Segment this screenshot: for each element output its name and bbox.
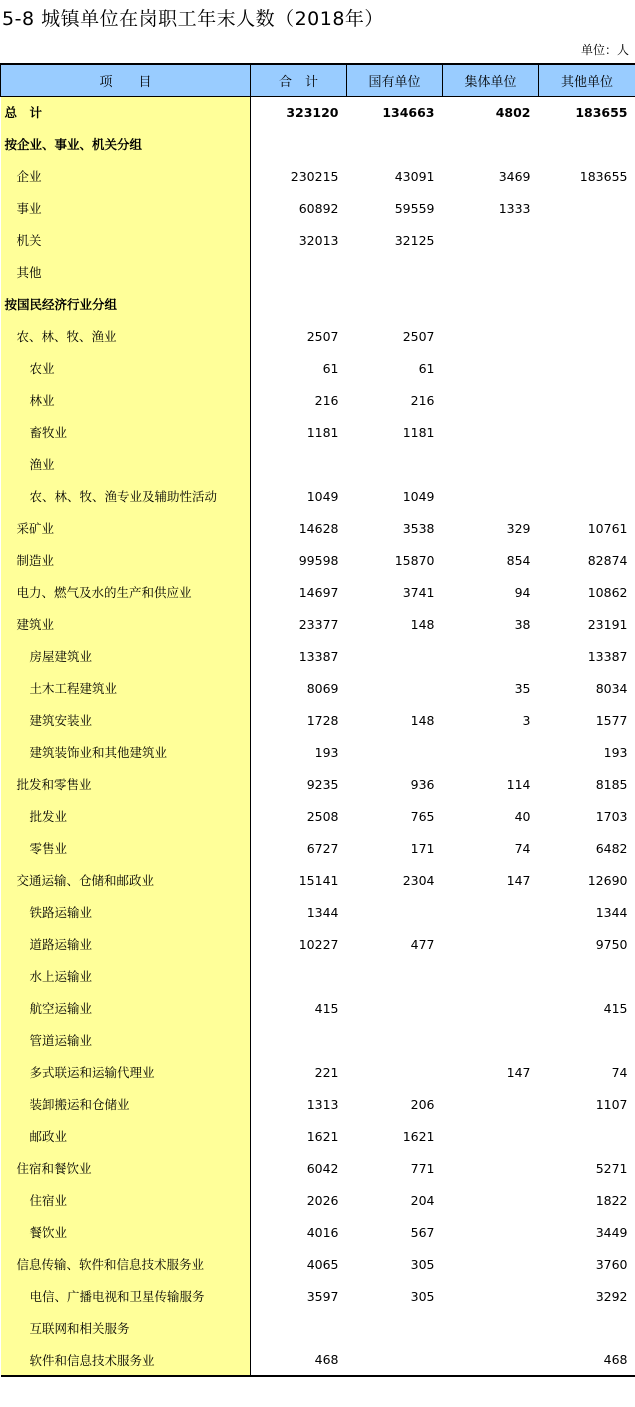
- table-row: [1, 352, 635, 384]
- other-cell: 193: [603, 744, 628, 760]
- table-row: [1, 192, 635, 224]
- collective-cell: [443, 480, 539, 512]
- other-cell: [539, 448, 635, 480]
- row-label: 多式联运和运输代理业: [1, 1056, 251, 1088]
- state-owned-cell: 32125: [394, 232, 435, 248]
- other-cell: 1822: [595, 1192, 628, 1208]
- total-cell: 1313: [306, 1096, 339, 1112]
- row-label: 零售业: [1, 832, 251, 864]
- row-label: 农、林、牧、渔业: [1, 320, 251, 352]
- table-row: [1, 480, 635, 512]
- collective-cell: [443, 352, 539, 384]
- row-label: 建筑安装业: [1, 704, 251, 736]
- collective-cell: [443, 1152, 539, 1184]
- table-row: [1, 992, 635, 1024]
- state-owned-cell: [347, 896, 443, 928]
- row-label: 软件和信息技术服务业: [1, 1344, 251, 1376]
- state-owned-cell: 3741: [402, 584, 435, 600]
- other-cell: [539, 224, 635, 256]
- other-cell: 10761: [587, 520, 628, 536]
- state-owned-cell: [347, 1344, 443, 1376]
- total-cell: 4016: [306, 1224, 339, 1240]
- state-owned-cell: 15870: [394, 552, 435, 568]
- state-owned-cell: 1621: [402, 1128, 435, 1144]
- collective-cell: 40: [514, 808, 531, 824]
- state-owned-cell: [347, 672, 443, 704]
- row-label: 批发和零售业: [1, 768, 251, 800]
- total-cell: [251, 1312, 347, 1344]
- other-cell: 1703: [595, 808, 628, 824]
- state-owned-cell: 3538: [402, 520, 435, 536]
- table-row: [1, 1056, 635, 1088]
- table-row: [1, 896, 635, 928]
- total-cell: 193: [314, 744, 339, 760]
- collective-cell: [443, 1184, 539, 1216]
- other-cell: 415: [603, 1000, 628, 1016]
- total-cell: 32013: [298, 232, 339, 248]
- header-other: 其他单位: [539, 64, 635, 96]
- header-row: [1, 64, 635, 96]
- collective-cell: [443, 288, 539, 320]
- row-label: 建筑装饰业和其他建筑业: [1, 736, 251, 768]
- row-label: 总 计: [1, 96, 251, 128]
- total-cell: 3597: [306, 1288, 339, 1304]
- collective-cell: [443, 384, 539, 416]
- total-cell: [251, 1024, 347, 1056]
- state-owned-cell: 61: [418, 360, 435, 376]
- row-label: 住宿和餐饮业: [1, 1152, 251, 1184]
- table-row: [1, 416, 635, 448]
- row-label: 道路运输业: [1, 928, 251, 960]
- total-cell: 23377: [298, 616, 339, 632]
- row-label: 畜牧业: [1, 416, 251, 448]
- collective-cell: 1333: [498, 200, 531, 216]
- row-label: 建筑业: [1, 608, 251, 640]
- row-label: 土木工程建筑业: [1, 672, 251, 704]
- total-cell: [251, 288, 347, 320]
- state-owned-cell: 43091: [394, 168, 435, 184]
- row-label: 信息传输、软件和信息技术服务业: [1, 1248, 251, 1280]
- table-row: [1, 96, 635, 128]
- table-row: [1, 288, 635, 320]
- row-label: 交通运输、仓储和邮政业: [1, 864, 251, 896]
- other-cell: [539, 288, 635, 320]
- collective-cell: [443, 448, 539, 480]
- collective-cell: [443, 1120, 539, 1152]
- total-cell: [251, 256, 347, 288]
- total-cell: 6042: [306, 1160, 339, 1176]
- other-cell: [539, 1024, 635, 1056]
- collective-cell: 4802: [495, 104, 531, 120]
- state-owned-cell: [347, 736, 443, 768]
- total-cell: 1181: [306, 424, 339, 440]
- row-label: 餐饮业: [1, 1216, 251, 1248]
- state-owned-cell: 305: [410, 1256, 435, 1272]
- table-body: [1, 96, 635, 1376]
- row-label: 电信、广播电视和卫星传输服务: [1, 1280, 251, 1312]
- table-row: [1, 1248, 635, 1280]
- state-owned-cell: 206: [410, 1096, 435, 1112]
- total-cell: 415: [314, 1000, 339, 1016]
- state-owned-cell: 1049: [402, 488, 435, 504]
- table-row: [1, 1024, 635, 1056]
- other-cell: [539, 1120, 635, 1152]
- table-row: [1, 544, 635, 576]
- collective-cell: [443, 736, 539, 768]
- other-cell: 5271: [595, 1160, 628, 1176]
- collective-cell: 854: [506, 552, 531, 568]
- row-label: 按国民经济行业分组: [1, 288, 251, 320]
- row-label: 装卸搬运和仓储业: [1, 1088, 251, 1120]
- state-owned-cell: [347, 1312, 443, 1344]
- table-header: [1, 64, 635, 96]
- table-row: [1, 1344, 635, 1376]
- row-label: 企业: [1, 160, 251, 192]
- table-row: [1, 832, 635, 864]
- state-owned-cell: [347, 1024, 443, 1056]
- total-cell: 230215: [290, 168, 339, 184]
- state-owned-cell: 936: [410, 776, 435, 792]
- table-row: [1, 928, 635, 960]
- collective-cell: [443, 416, 539, 448]
- collective-cell: [443, 1024, 539, 1056]
- table-row: [1, 1312, 635, 1344]
- row-label: 按企业、事业、机关分组: [1, 128, 251, 160]
- total-cell: 468: [251, 1344, 347, 1376]
- collective-cell: [443, 1088, 539, 1120]
- collective-cell: 3469: [498, 168, 531, 184]
- other-cell: 468: [539, 1344, 635, 1376]
- other-cell: [539, 384, 635, 416]
- other-cell: 13387: [587, 648, 628, 664]
- table-row: [1, 512, 635, 544]
- state-owned-cell: [347, 960, 443, 992]
- state-owned-cell: 2507: [402, 328, 435, 344]
- total-cell: 14697: [298, 584, 339, 600]
- total-cell: 2508: [306, 808, 339, 824]
- table-row: [1, 800, 635, 832]
- row-label: 批发业: [1, 800, 251, 832]
- collective-cell: [443, 896, 539, 928]
- collective-cell: [443, 640, 539, 672]
- state-owned-cell: [347, 1056, 443, 1088]
- state-owned-cell: 148: [410, 616, 435, 632]
- collective-cell: [443, 960, 539, 992]
- collective-cell: 38: [514, 616, 531, 632]
- state-owned-cell: 204: [410, 1192, 435, 1208]
- other-cell: [539, 416, 635, 448]
- table-row: [1, 960, 635, 992]
- row-label: 电力、燃气及水的生产和供应业: [1, 576, 251, 608]
- state-owned-cell: 2304: [402, 872, 435, 888]
- table-row: [1, 1184, 635, 1216]
- row-label: 邮政业: [1, 1120, 251, 1152]
- state-owned-cell: [347, 256, 443, 288]
- header-collective: 集体单位: [443, 64, 539, 96]
- row-label: 林业: [1, 384, 251, 416]
- other-cell: 8185: [595, 776, 628, 792]
- state-owned-cell: 771: [410, 1160, 435, 1176]
- collective-cell: [443, 224, 539, 256]
- table-row: [1, 224, 635, 256]
- other-cell: 23191: [587, 616, 628, 632]
- state-owned-cell: 148: [410, 712, 435, 728]
- state-owned-cell: 567: [410, 1224, 435, 1240]
- total-cell: 221: [314, 1064, 339, 1080]
- other-cell: 3292: [595, 1288, 628, 1304]
- other-cell: 6482: [595, 840, 628, 856]
- state-owned-cell: 134663: [382, 104, 435, 120]
- header-item: 项 目: [1, 64, 251, 96]
- table-row: [1, 1280, 635, 1312]
- row-label: 互联网和相关服务: [1, 1312, 251, 1344]
- other-cell: 1344: [595, 904, 628, 920]
- other-cell: 74: [611, 1064, 628, 1080]
- collective-cell: [443, 320, 539, 352]
- row-label: 航空运输业: [1, 992, 251, 1024]
- collective-cell: 147: [506, 1064, 531, 1080]
- other-cell: [539, 480, 635, 512]
- other-cell: 12690: [587, 872, 628, 888]
- state-owned-cell: 1181: [402, 424, 435, 440]
- row-label: 其他: [1, 256, 251, 288]
- other-cell: 3449: [595, 1224, 628, 1240]
- total-cell: 323120: [286, 104, 339, 120]
- row-label: 水上运输业: [1, 960, 251, 992]
- other-cell: [539, 352, 635, 384]
- collective-cell: 329: [506, 520, 531, 536]
- total-cell: 2026: [306, 1192, 339, 1208]
- data-table: [0, 63, 635, 1377]
- other-cell: 1107: [595, 1096, 628, 1112]
- state-owned-cell: [347, 992, 443, 1024]
- other-cell: 10862: [587, 584, 628, 600]
- table-row: [1, 608, 635, 640]
- header-state-owned: 国有单位: [347, 64, 443, 96]
- collective-cell: [443, 928, 539, 960]
- other-cell: [539, 256, 635, 288]
- table-row: [1, 768, 635, 800]
- table-row: [1, 160, 635, 192]
- table-row: [1, 1120, 635, 1152]
- state-owned-cell: [347, 288, 443, 320]
- state-owned-cell: 171: [410, 840, 435, 856]
- other-cell: [539, 1312, 635, 1344]
- total-cell: [251, 960, 347, 992]
- other-cell: [539, 192, 635, 224]
- row-label: 房屋建筑业: [1, 640, 251, 672]
- row-label: 采矿业: [1, 512, 251, 544]
- collective-cell: [443, 1280, 539, 1312]
- collective-cell: 147: [506, 872, 531, 888]
- collective-cell: 3: [522, 712, 531, 728]
- row-label: 机关: [1, 224, 251, 256]
- table-row: [1, 640, 635, 672]
- table-row: [1, 128, 635, 160]
- page-title: 5-8 城镇单位在岗职工年末人数（2018年）: [2, 8, 384, 30]
- row-label: 制造业: [1, 544, 251, 576]
- table-row: [1, 256, 635, 288]
- collective-cell: [443, 1248, 539, 1280]
- table-row: [1, 704, 635, 736]
- collective-cell: 114: [506, 776, 531, 792]
- total-cell: 1049: [306, 488, 339, 504]
- total-cell: 13387: [298, 648, 339, 664]
- table-row: [1, 864, 635, 896]
- collective-cell: [443, 1312, 539, 1344]
- total-cell: 216: [314, 392, 339, 408]
- unit-label: 单位：人: [580, 43, 629, 57]
- table-row: [1, 736, 635, 768]
- total-cell: 99598: [298, 552, 339, 568]
- row-label: 管道运输业: [1, 1024, 251, 1056]
- other-cell: 3760: [595, 1256, 628, 1272]
- other-cell: [539, 128, 635, 160]
- total-cell: 1728: [306, 712, 339, 728]
- row-label: 铁路运输业: [1, 896, 251, 928]
- total-cell: 1344: [306, 904, 339, 920]
- total-cell: 61: [322, 360, 339, 376]
- row-label: 事业: [1, 192, 251, 224]
- total-cell: 14628: [298, 520, 339, 536]
- other-cell: 82874: [587, 552, 628, 568]
- collective-cell: [443, 128, 539, 160]
- row-label: 渔业: [1, 448, 251, 480]
- row-label: 住宿业: [1, 1184, 251, 1216]
- collective-cell: 35: [514, 680, 531, 696]
- total-cell: 2507: [306, 328, 339, 344]
- state-owned-cell: 765: [410, 808, 435, 824]
- state-owned-cell: 477: [410, 936, 435, 952]
- collective-cell: [443, 992, 539, 1024]
- collective-cell: [443, 256, 539, 288]
- table-row: [1, 1088, 635, 1120]
- state-owned-cell: [347, 448, 443, 480]
- row-label: 农、林、牧、渔专业及辅助性活动: [1, 480, 251, 512]
- total-cell: 60892: [298, 200, 339, 216]
- table-row: [1, 320, 635, 352]
- table-row: [1, 672, 635, 704]
- table-row: [1, 1152, 635, 1184]
- other-cell: 8034: [595, 680, 628, 696]
- other-cell: 1577: [595, 712, 628, 728]
- total-cell: 9235: [306, 776, 339, 792]
- header-total: 合 计: [251, 64, 347, 96]
- other-cell: 183655: [575, 104, 628, 120]
- table-row: [1, 576, 635, 608]
- other-cell: [539, 960, 635, 992]
- collective-cell: [443, 1344, 539, 1376]
- state-owned-cell: [347, 640, 443, 672]
- total-cell: 8069: [306, 680, 339, 696]
- total-cell: 4065: [306, 1256, 339, 1272]
- other-cell: 183655: [579, 168, 628, 184]
- table-row: [1, 1216, 635, 1248]
- state-owned-cell: [347, 128, 443, 160]
- total-cell: 10227: [298, 936, 339, 952]
- total-cell: 1621: [306, 1128, 339, 1144]
- total-cell: [251, 128, 347, 160]
- collective-cell: [443, 1216, 539, 1248]
- table-row: [1, 384, 635, 416]
- collective-cell: 94: [514, 584, 531, 600]
- table-row: [1, 448, 635, 480]
- state-owned-cell: 305: [410, 1288, 435, 1304]
- other-cell: 9750: [595, 936, 628, 952]
- total-cell: 6727: [306, 840, 339, 856]
- total-cell: 15141: [298, 872, 339, 888]
- collective-cell: 74: [514, 840, 531, 856]
- row-label: 农业: [1, 352, 251, 384]
- other-cell: [539, 320, 635, 352]
- state-owned-cell: 59559: [394, 200, 435, 216]
- state-owned-cell: 216: [410, 392, 435, 408]
- total-cell: [251, 448, 347, 480]
